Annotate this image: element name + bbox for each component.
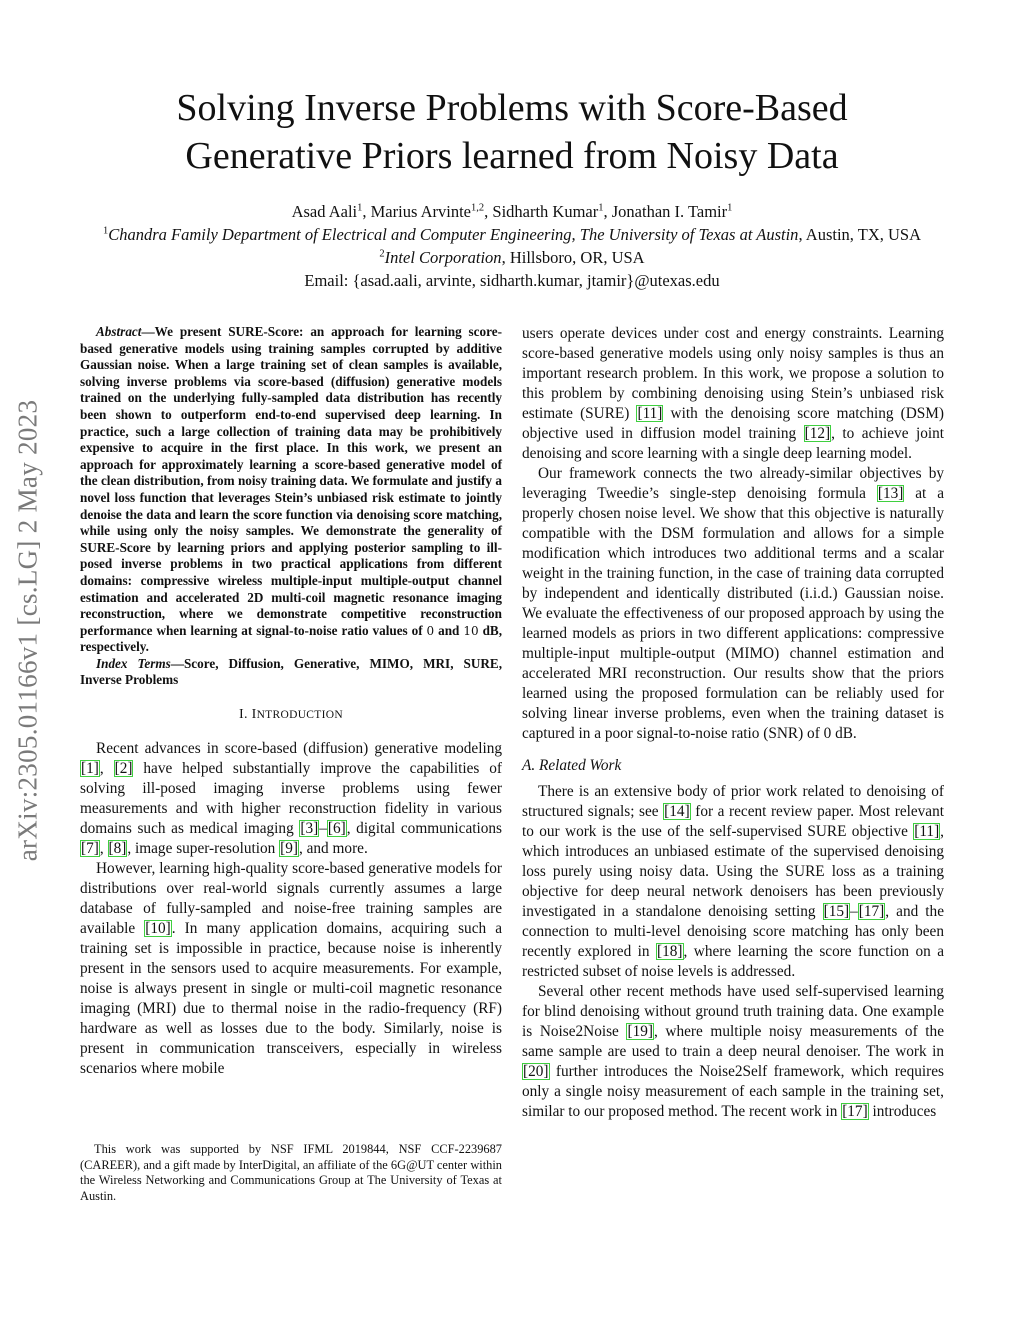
- email-line: Email: {asad.aali, arvinte, sidharth.kumar, jtamir}@utexas.edu: [304, 271, 720, 290]
- text-run: ,: [99, 760, 114, 778]
- affil-location: , Austin, TX, USA: [798, 225, 921, 244]
- citation-link[interactable]: [9]: [280, 840, 298, 858]
- citation-link[interactable]: [2]: [114, 760, 133, 778]
- section-heading-introduction: [80, 705, 502, 725]
- affiliation-2: [80, 246, 944, 269]
- intro-paragraph-1: [80, 739, 502, 859]
- text-run: users operate devices under cost and energy constraints. Learning score-based generative models using only noisy samples is thus an important research problem. In this work, we propose a solution to this problem by combining denoising using Stein’s unbiased risk estimate (SURE): [522, 325, 944, 422]
- citation-link[interactable]: [17]: [842, 1103, 868, 1120]
- text-run: , and more.: [298, 840, 368, 858]
- author-sup: 1,2: [471, 202, 485, 214]
- author-sup: 1: [357, 202, 363, 214]
- author-name: , Jonathan I. Tamir: [603, 202, 728, 221]
- author-name: Asad Aali: [291, 202, 358, 221]
- text-run: further introduces the Noise2Self framework, which requires only a single noisy measurement of each sample in the training set, similar to our proposed method. The recent work in: [522, 1063, 944, 1120]
- citation-link[interactable]: [11]: [637, 405, 663, 422]
- citation-link[interactable]: [14]: [664, 803, 690, 820]
- citation-link[interactable]: [19]: [627, 1023, 653, 1040]
- intro-paragraph-2: [80, 859, 502, 1079]
- right-paragraph-4: [522, 982, 944, 1122]
- citation-link[interactable]: [17]: [858, 903, 885, 920]
- right-paragraph-1: [522, 324, 944, 464]
- text-run: have helped substantially improve the capabilities of solving ill-posed imaging inverse problems using fewer measurements and with higher reconstruction fidelity in various domains such as medical imaging: [80, 760, 502, 838]
- citation-link[interactable]: [8]: [108, 840, 127, 858]
- right-column: [522, 324, 944, 1122]
- author-sup: 1: [598, 202, 604, 214]
- text-run: There is an extensive body of prior work related to denoising of structured signals; see: [522, 783, 944, 820]
- text-run: , digital communications: [346, 820, 502, 838]
- text-run: –: [850, 903, 858, 920]
- text-run: , image super-resolution: [127, 840, 280, 858]
- text-run: –: [319, 820, 327, 838]
- author-sup: 1: [727, 202, 733, 214]
- section-title-initial: I: [251, 707, 257, 723]
- section-numeral: I.: [239, 707, 252, 723]
- index-terms: [80, 656, 502, 689]
- citation-link[interactable]: [1]: [81, 760, 99, 778]
- affiliation-1: [80, 223, 944, 246]
- citation-link[interactable]: [20]: [523, 1063, 549, 1080]
- footnote: This work was supported by NSF IFML 2019844, NSF CCF-2239687 (CAREER), and a gift made by InterDigital, an affiliate of the 6G@UT center within the Wireless Networking and Communications Group at The University of Texas at Austin.: [80, 1142, 502, 1203]
- text-run: , and the connection to multi-level denoising score matching has only been recently explored in: [522, 903, 944, 960]
- left-column: [80, 324, 502, 1079]
- citation-link[interactable]: [12]: [804, 425, 831, 442]
- section-title-rest: NTRODUCTION: [256, 709, 343, 722]
- arxiv-watermark: [6, 350, 50, 910]
- text-run: Recent advances in score-based (diffusion) generative modeling: [96, 740, 502, 758]
- affil-location: , Hillsboro, OR, USA: [501, 248, 645, 267]
- text-run: at a properly chosen noise level. We show that this objective is naturally compatible with the DSM formulation and allows for a simple modification which introduces two additional terms and a scalar weight in the training function, in the case of training data corrupted by independent and identically distributed (i.i.d.) Gaussian noise. We evaluate the effectiveness of our proposed approach by using the learned models as priors in two different applications: compressive multiple-input multiple-output (MIMO) channel estimation and accelerated MRI reconstruction. Our results show that the priors learned using the proposed formulation can be reliably used for solving linear inverse problems, even when the training dataset is captured in a poor signal-to-noise ratio (SNR) of 0 dB.: [522, 485, 945, 742]
- subsection-heading-related-work: A. Related Work: [522, 757, 622, 774]
- snr-value: 10: [463, 623, 479, 638]
- index-terms-text: —Score, Diffusion, Generative, MIMO, MRI, SURE, Inverse Problems: [80, 655, 502, 688]
- text-run: , to achieve joint denoising and score learning with a single deep learning model.: [522, 425, 944, 462]
- affil-name: Intel Corporation: [384, 248, 502, 267]
- affil-sup: 2: [379, 248, 385, 260]
- text-run: for a recent review paper. Most relevant to our work is the use of the self-supervised SURE objective: [522, 803, 944, 840]
- citation-link[interactable]: [15]: [823, 903, 850, 920]
- author-name: , Sidharth Kumar: [484, 202, 599, 221]
- author-name: , Marius Arvinte: [362, 202, 472, 221]
- abstract: [80, 324, 502, 656]
- text-run: However, learning high-quality score-based generative models for distributions over real-world signals currently assumes a large database of fully-sampled and noise-free training samples are available: [80, 860, 502, 938]
- abstract-text: —We present SURE-Score: an approach for learning score-based generative models using training samples corrupted by additive Gaussian noise. When a large training set of clean samples is available, solving inverse problems via score-based (diffusion) generative models trained on the underlying fully-sampled data distribution has recently been shown to outperform end-to-end supervised deep learning. In practice, such a large collection of training data may be prohibitively expensive to acquire in the first place. In this work, we present an approach for approximately learning a score-based generative model of the clean distribution, from noisy training data. We formulate and justify a novel loss function that leverages Stein’s unbiased risk estimate to jointly denoise the data and learn the score function via denoising score matching, while using only the noisy samples. We demonstrate the generality of SURE-Score by learning priors and applying posterior sampling to ill-posed inverse problems in two practical applications from different domains: compressive wireless multiple-input multiple-output channel estimation and accelerated 2D multi-coil magnetic resonance imaging reconstruction, where we demonstrate competitive reconstruction performance when learning at signal-to-noise ratio values of: [80, 324, 502, 638]
- text-run: Several other recent methods have used self-supervised learning for blind denoising without ground truth training data. One example is Noise2Noise: [522, 983, 944, 1040]
- affil-sup: 1: [102, 225, 109, 237]
- citation-link[interactable]: [3]: [300, 820, 319, 838]
- author-list: [80, 200, 944, 223]
- snr-value: 0: [426, 623, 435, 638]
- right-paragraph-3: [522, 782, 944, 982]
- abstract-text: and: [434, 622, 464, 638]
- text-run: Our framework connects the two already-similar objectives by leveraging Tweedie’s single-step denoising formula: [522, 465, 944, 502]
- title-line-2: Generative Priors learned from Noisy Data: [185, 135, 839, 177]
- arxiv-id: arXiv:2305.01166v1 [cs.LG] 2 May 2023: [12, 399, 43, 861]
- text-run: . In many application domains, acquiring such a training set is impossible in practice, because noise is inherently present in the sensors used to acquire measurements. For example, noise is always present in single or multi-coil magnetic resonance imaging (MRI) due to thermal noise in the radio-frequency (RF) hardware as well as losses due to the body. Similarly, noise is present in communication transceivers, especially in wireless scenarios where mobile: [80, 920, 503, 1078]
- text-run: , where learning the score function on a restricted subset of noise levels is addressed.: [522, 943, 945, 980]
- text-run: introduces: [868, 1103, 937, 1120]
- citation-link[interactable]: [6]: [327, 820, 346, 838]
- affil-name: Chandra Family Department of Electrical and Computer Engineering, The University of Texas at Austin: [108, 225, 799, 244]
- abstract-label: Abstract: [96, 324, 142, 339]
- paper-title: [80, 84, 944, 180]
- text-run: ,: [99, 840, 108, 858]
- author-block: [80, 200, 944, 292]
- text-run: , where multiple noisy measurements of the same sample are used to train a deep neural denoiser. The work in: [522, 1023, 944, 1060]
- text-run: with the denoising score matching (DSM) objective used in diffusion model training: [522, 405, 944, 442]
- text-run: , which introduces an unbiased estimate of the supervised denoising loss purely using noisy data. Using the SURE loss as a training objective for deep neural network denoisers has been previously investigated in a standalone denoising setting: [522, 823, 944, 920]
- index-terms-label: Index Terms: [96, 655, 171, 671]
- citation-link[interactable]: [10]: [145, 920, 171, 938]
- citation-link[interactable]: [18]: [657, 943, 683, 960]
- citation-link[interactable]: [11]: [914, 823, 940, 840]
- title-line-1: Solving Inverse Problems with Score-Based: [176, 87, 848, 129]
- abstract-text: dB, respectively.: [80, 622, 502, 655]
- citation-link[interactable]: [13]: [877, 485, 904, 502]
- citation-link[interactable]: [7]: [81, 840, 99, 858]
- right-paragraph-2: [522, 464, 944, 744]
